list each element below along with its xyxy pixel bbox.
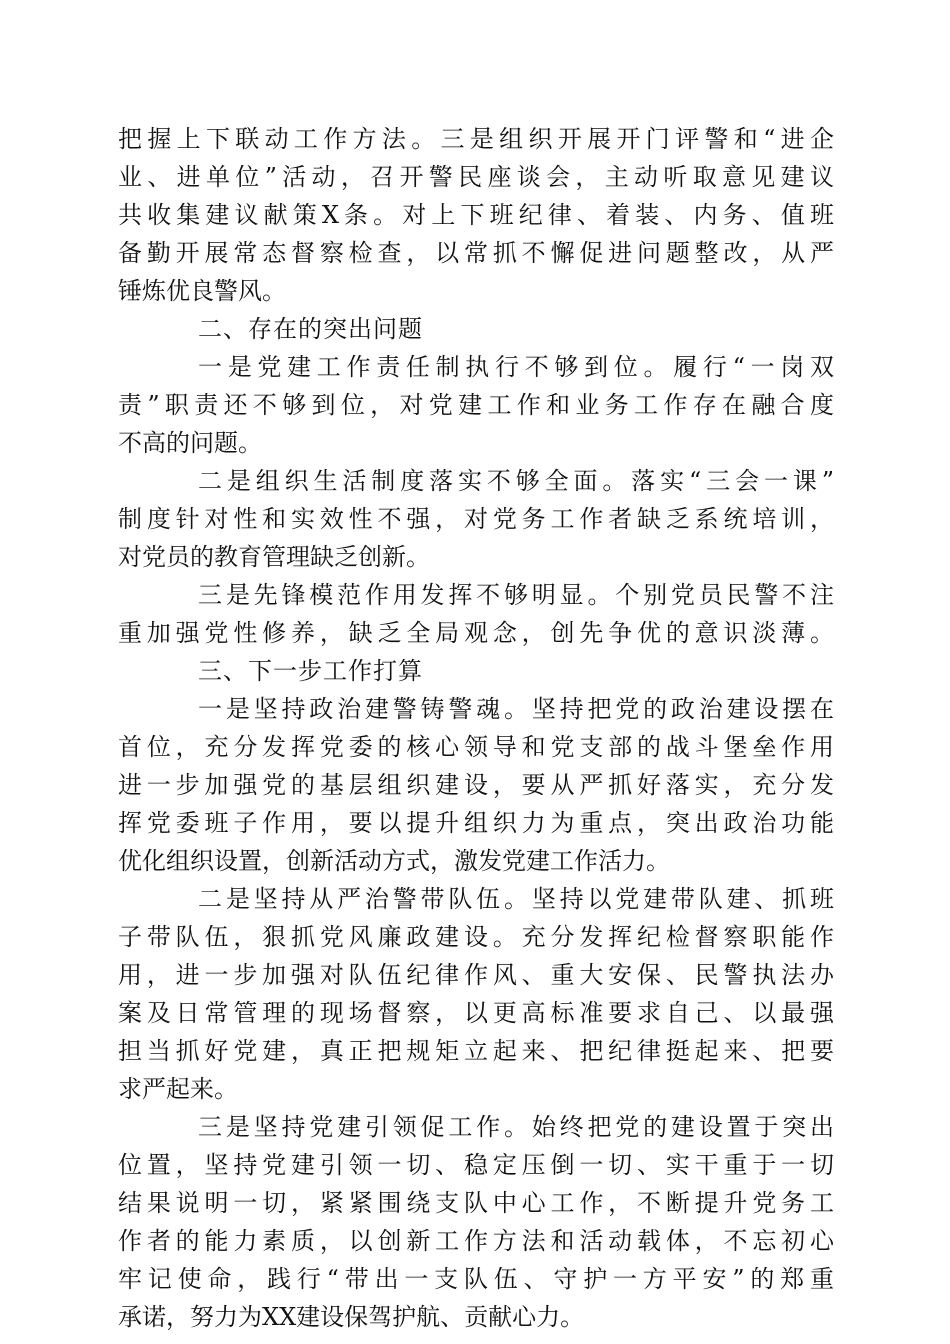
text-line: 承诺，努力为XX建设保驾护航、贡献心力。 <box>118 1303 585 1331</box>
paragraph-5 <box>118 690 834 880</box>
paragraph-7 <box>118 1108 834 1336</box>
paragraph-3 <box>118 462 834 576</box>
section-heading-next-steps: 三、下一步工作打算 <box>198 657 423 685</box>
text-line: 求严起来。 <box>118 1075 238 1103</box>
text-line: 子带队伍，狠抓党风廉政建设。充分发挥纪检督察职能作 <box>118 923 834 951</box>
text-line: 业、进单位”活动，召开警民座谈会，主动听取意见建议 <box>118 163 834 191</box>
text-line: 制度针对性和实效性不强，对党务工作者缺乏系统培训， <box>118 505 834 533</box>
text-line: 首位，充分发挥党委的核心领导和党支部的战斗堡垒作用 <box>118 733 834 761</box>
text-line: 三是先锋模范作用发挥不够明显。个别党员民警不注 <box>198 581 834 609</box>
paragraph-6 <box>118 880 834 1108</box>
text-line: 二是组织生活制度落实不够全面。落实“三会一课” <box>198 467 834 495</box>
text-line: 一是党建工作责任制执行不够到位。履行“一岗双 <box>198 353 834 381</box>
text-line: 用，进一步加强对队伍纪律作风、重大安保、民警执法办 <box>118 961 834 989</box>
text-line: 位置，坚持党建引领一切、稳定压倒一切、实干重于一切 <box>118 1151 834 1179</box>
section-heading-problems: 二、存在的突出问题 <box>198 315 423 343</box>
paragraph-4 <box>118 576 834 652</box>
text-line: 把握上下联动工作方法。三是组织开展开门评警和“进企 <box>118 125 834 153</box>
paragraph-1 <box>118 120 834 310</box>
text-line: 二是坚持从严治警带队伍。坚持以党建带队建、抓班 <box>198 885 834 913</box>
text-line: 责”职责还不够到位，对党建工作和业务工作存在融合度 <box>118 391 834 419</box>
text-line: 对党员的教育管理缺乏创新。 <box>118 543 430 571</box>
text-line: 牢记使命，践行“带出一支队伍、守护一方平安”的郑重 <box>118 1265 834 1293</box>
text-line: 三是坚持党建引领促工作。始终把党的建设置于突出 <box>198 1113 834 1141</box>
text-line: 案及日常管理的现场督察，以更高标准要求自己、以最强 <box>118 999 834 1027</box>
document-page <box>118 120 834 1336</box>
text-line: 锤炼优良警风。 <box>118 277 286 305</box>
text-line: 不高的问题。 <box>118 429 262 457</box>
text-line: 进一步加强党的基层组织建设，要从严抓好落实，充分发 <box>118 771 834 799</box>
text-line: 结果说明一切，紧紧围绕支队中心工作，不断提升党务工 <box>118 1189 834 1217</box>
text-line: 重加强党性修养，缺乏全局观念，创先争优的意识淡薄。 <box>118 619 834 647</box>
paragraph-2 <box>118 348 834 462</box>
text-line: 优化组织设置，创新活动方式，激发党建工作活力。 <box>118 847 670 875</box>
text-line: 共收集建议献策X条。对上下班纪律、着装、内务、值班 <box>118 201 834 229</box>
text-line: 备勤开展常态督察检查，以常抓不懈促进问题整改，从严 <box>118 239 834 267</box>
text-line: 担当抓好党建，真正把规矩立起来、把纪律挺起来、把要 <box>118 1037 834 1065</box>
text-line: 一是坚持政治建警铸警魂。坚持把党的政治建设摆在 <box>198 695 834 723</box>
text-line: 作者的能力素质，以创新工作方法和活动载体，不忘初心 <box>118 1227 834 1255</box>
text-line: 挥党委班子作用，要以提升组织力为重点，突出政治功能 <box>118 809 834 837</box>
